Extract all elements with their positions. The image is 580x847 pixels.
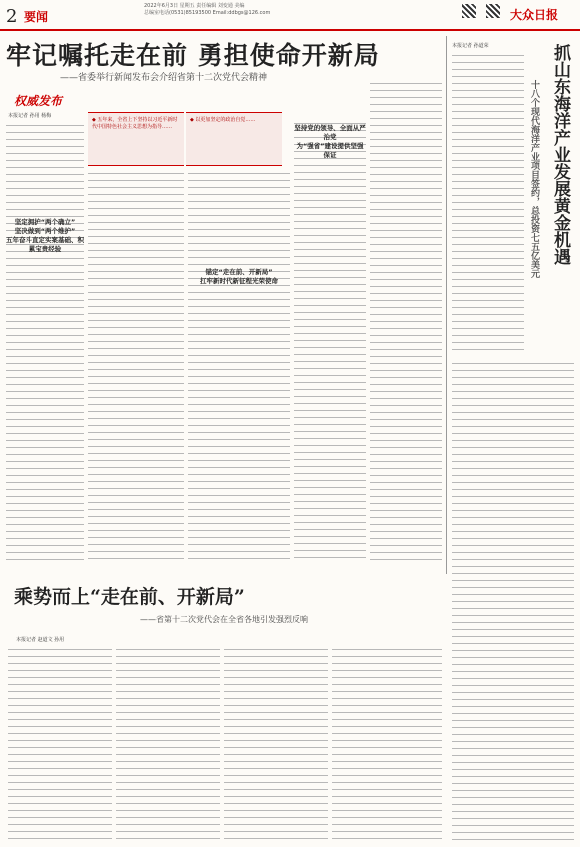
qr-code-icon — [486, 4, 500, 18]
article-column — [294, 120, 366, 562]
article-column — [452, 360, 574, 840]
key-point-2: 锚定“走在前、开新局” 扛牢新时代新征程光荣使命 — [200, 268, 278, 285]
article-column — [188, 170, 290, 562]
headline-right: 抓山东海洋产业发展黄金机遇 — [550, 44, 570, 265]
highlight-box-mid: ◆ 以更加坚定的政治自觉…… — [186, 112, 282, 166]
article-column — [452, 52, 524, 352]
subhead-right: 十八个现代海洋产业项目签约，总投资七五亿美元 — [529, 80, 539, 278]
article-column — [332, 646, 442, 842]
section-title: 要闻 — [24, 10, 49, 24]
headline-main: 牢记嘱托走在前 勇担使命开新局 — [6, 41, 380, 70]
byline-main: 本报记者 孙用 杨梅 — [8, 113, 52, 119]
masthead-rule — [0, 29, 580, 31]
qr-code-icon — [462, 4, 476, 18]
authority-badge: 权威发布 — [14, 94, 63, 108]
key-point-1: 坚定拥护“两个确立” 坚决做到“两个维护” 五年奋斗直定实案基础、积累宝贵经验 — [6, 218, 84, 253]
byline-secondary: 本报记者 赵道文 孙用 — [16, 637, 65, 643]
article-column — [116, 646, 220, 842]
article-column — [370, 80, 442, 562]
column-divider — [446, 36, 447, 574]
headline-secondary: 乘势而上“走在前、开新局” — [14, 586, 245, 608]
article-column — [224, 646, 328, 842]
issue-info: 2022年6月3日 星期五 责任编辑 刘变通 美编 总编室电话(0531)85193500 Email:ddbgs@126.com — [144, 3, 271, 16]
byline-right: 本报记者 孙道荣 — [452, 43, 489, 49]
subhead-secondary: ——省第十二次党代会在全省各地引发强烈反响 — [140, 615, 308, 624]
highlight-box-left: ◆ 五年来，全省上下坚持以习近平新时代中国特色社会主义思想为指导…… — [88, 112, 184, 166]
article-column — [8, 646, 112, 842]
key-point-3: 坚持党的领导、全面从严治党 为“强省”建设提供坚强保证 — [294, 124, 366, 159]
subhead-main: ——省委举行新闻发布会介绍省第十二次党代会精神 — [60, 73, 268, 83]
article-column — [6, 122, 84, 562]
masthead — [0, 0, 580, 30]
page-number: 2 — [6, 6, 18, 27]
paper-logo: 大众日报 — [510, 8, 559, 22]
article-column — [88, 170, 184, 562]
